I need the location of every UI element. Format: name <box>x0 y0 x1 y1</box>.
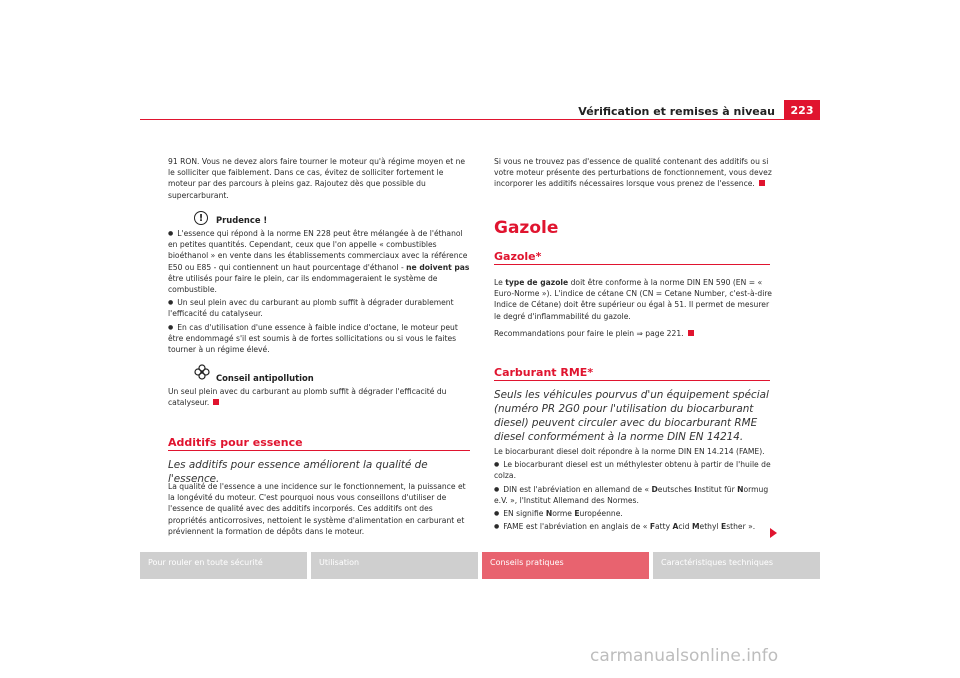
additifs-subheading: Les additifs pour essence améliorent la qualité de l'essence. <box>168 459 428 485</box>
tab-practical-tips[interactable]: Conseils pratiques <box>482 552 649 579</box>
rme-item-3: ● EN signifie Norme Européenne. <box>494 508 776 519</box>
intro-paragraph: 91 RON. Vous ne devez alors faire tourner le moteur qu'à régime moyen et ne le solliciter que faiblement. Dans ce cas, évitez de solliciter fortement le moteur par des parcours à pleins gaz. Rajoutez dès que possible du supercarburant. <box>168 157 466 200</box>
rme-item-1: ● Le biocarburant diesel est un méthylester obtenu à partir de l'huile de colza. <box>494 459 776 481</box>
caution-list <box>168 228 473 355</box>
environment-text: Un seul plein avec du carburant au plomb suffit à dégrader l'efficacité du catalyseur. <box>168 387 447 408</box>
watermark: carmanualsonline.info <box>590 646 779 666</box>
left-intro <box>168 156 473 201</box>
rme-item-2: ● DIN est l'abréviation en allemand de « Deutsches Institut für Normug e.V. », l'Institut Allemand des Normes. <box>494 484 776 506</box>
end-of-section-mark <box>213 399 219 405</box>
caution-item-3: ● En cas d'utilisation d'une essence à faible indice d'octane, le moteur peut être endommagé s'il est soumis à de fortes sollicitations ou si vous le faites tourner à un régime élevé. <box>168 322 473 356</box>
rme-text <box>494 446 776 532</box>
next-page-arrow[interactable] <box>770 528 777 538</box>
caution-title: Prudence ! <box>216 215 268 225</box>
end-of-section-mark <box>688 330 694 336</box>
environment-title: Conseil antipollution <box>216 373 314 383</box>
gazole-heading: Gazole* <box>494 250 542 263</box>
tab-technical-specs[interactable]: Caractéristiques techniques <box>653 552 820 579</box>
flower-icon <box>194 364 210 380</box>
gazole-text <box>494 277 776 339</box>
rme-paragraph: Le biocarburant diesel doit répondre à la norme DIN EN 14.214 (FAME). <box>494 447 765 456</box>
rme-rule <box>494 380 770 381</box>
rme-item-4: ● FAME est l'abréviation en anglais de « Fatty Acid Methyl Esther ». <box>494 521 776 532</box>
caution-item-1: ● L'essence qui répond à la norme EN 228 peut être mélangée à de l'éthanol en petites quantités. Cependant, ceux que l'on appelle « combustibles bioéthanol » en vente dans les établissements commerciaux avec la référence E50 ou E85 - qui contiennent un haut pourcentage d'éthanol - ne doivent pas être utilisés pour faire le plein, car ils endommageraient le système de combustible. <box>168 228 473 295</box>
additifs-rule <box>168 450 470 451</box>
caution-item-2: ● Un seul plein avec du carburant au plomb suffit à dégrader durablement l'efficacité du catalyseur. <box>168 297 473 319</box>
section-title: Vérification et remises à niveau <box>578 105 775 118</box>
warning-icon: ! <box>194 211 208 225</box>
environment-header <box>194 364 210 384</box>
caution-header <box>194 211 208 225</box>
rme-heading: Carburant RME* <box>494 366 594 379</box>
header-divider <box>140 119 820 120</box>
page-number: 223 <box>784 100 820 120</box>
gazole-recommendation: Recommandations pour faire le plein ⇒ page 221. <box>494 328 776 339</box>
end-of-section-mark <box>759 180 765 186</box>
gazole-title: Gazole <box>494 218 559 238</box>
tab-operation[interactable]: Utilisation <box>311 552 478 579</box>
gazole-rule <box>494 264 770 265</box>
tab-safety[interactable]: Pour rouler en toute sécurité <box>140 552 307 579</box>
additifs-heading: Additifs pour essence <box>168 436 303 449</box>
gazole-paragraph: Le type de gazole doit être conforme à la norme DIN EN 590 (EN = « Euro-Norme »). L'indice de cétane CN (CN = Cetane Number, c'est-à-dire Indice de Cétane) doit être supérieur ou égal à 51. Il permet de mesurer le degré d'inflammabilité du gazole. <box>494 278 772 321</box>
additifs-text: La qualité de l'essence a une incidence sur le fonctionnement, la puissance et la longévité du moteur. C'est pourquoi nous vous conseillons d'utiliser de l'essence de qualité avec des additifs incorporés. Ces additifs ont des propriétés anticorrosives, nettoient le système d'alimentation en carburant et préviennent la formation de dépôts dans le moteur. <box>168 482 466 536</box>
right-intro: Si vous ne trouvez pas d'essence de qualité contenant des additifs ou si votre moteur présente des perturbations de fonctionnement, vous devez incorporer les additifs nécessaires lorsque vous prenez de l'essence. <box>494 157 772 189</box>
rme-subheading: Seuls les véhicules pourvus d'un équipement spécial (numéro PR 2G0 pour l'utilisation du biocarburant diesel) peuvent circuler avec du biocarburant RME diesel conformément à la norme DIN EN 14214. <box>494 389 769 443</box>
